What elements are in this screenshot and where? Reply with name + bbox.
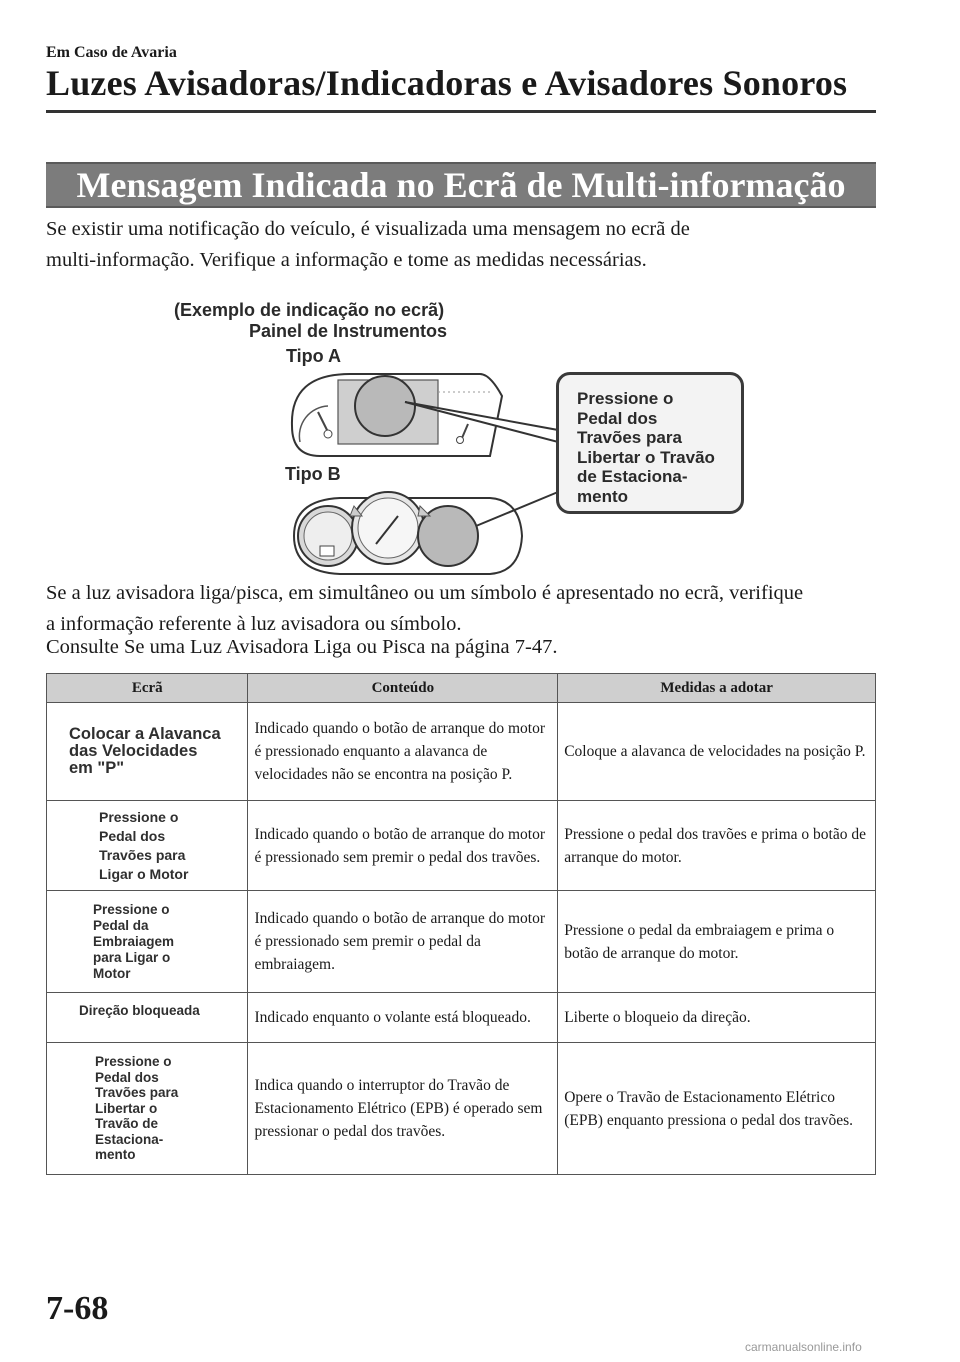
display-line: Travões para xyxy=(99,846,186,863)
display-cell xyxy=(47,1043,248,1175)
table-row xyxy=(47,1043,876,1175)
display-cell xyxy=(47,891,248,993)
display-line: mento xyxy=(95,1147,136,1163)
instrument-cluster-illustration xyxy=(280,366,560,576)
header-action: Medidas a adotar xyxy=(558,674,876,703)
display-line: em "P" xyxy=(69,759,125,777)
figure-caption-2: Painel de Instrumentos xyxy=(249,321,448,341)
display-line: Ligar o Motor xyxy=(99,865,189,882)
callout-line: Pressione o xyxy=(577,389,674,408)
chapter-rule xyxy=(46,110,876,113)
watermark: carmanualsonline.info xyxy=(745,1340,862,1354)
table-row xyxy=(47,891,876,993)
figure-caption-1: (Exemplo de indicação no ecrã) xyxy=(174,300,445,320)
content-cell: Indica quando o interruptor do Travão de Estacionamento Elétrico (EPB) é operado sem pressionar o pedal dos travões. xyxy=(248,1043,558,1175)
display-line: Colocar a Alavanca xyxy=(69,725,221,743)
cluster-type-b xyxy=(294,492,522,574)
chapter-title: Luzes Avisadoras/Indicadoras e Avisadores Sonoros xyxy=(46,63,848,103)
display-line: Motor xyxy=(93,965,131,981)
table-header-row xyxy=(47,674,876,703)
table-row xyxy=(47,703,876,801)
callout-line: Travões para xyxy=(577,428,682,447)
callout-line: de Estaciona- xyxy=(577,467,688,486)
intro-line-2: multi-informação. Verifique a informação e tome as medidas necessárias. xyxy=(46,249,647,271)
display-line: Travão de xyxy=(95,1116,159,1132)
display-cell xyxy=(47,993,248,1043)
action-cell: Coloque a alavanca de velocidades na posição P. xyxy=(558,703,876,801)
display-line: Pressione o xyxy=(95,1054,172,1070)
display-cell xyxy=(47,801,248,891)
display-line: Pressione o xyxy=(99,808,179,825)
display-line: Embraiagem xyxy=(93,933,175,949)
table-row xyxy=(47,993,876,1043)
display-line: Travões para xyxy=(95,1085,179,1101)
display-line: Pedal dos xyxy=(99,827,166,844)
action-cell: Liberte o bloqueio da direção. xyxy=(558,993,876,1043)
callout-message xyxy=(556,372,744,514)
section-kicker: Em Caso de Avaria xyxy=(46,44,177,61)
action-cell: Pressione o pedal dos travões e prima o botão de arranque do motor. xyxy=(558,801,876,891)
message-table xyxy=(46,673,876,1175)
content-cell: Indicado quando o botão de arranque do motor é pressionado sem premir o pedal da embraiagem. xyxy=(248,891,558,993)
callout-line: mento xyxy=(577,486,628,506)
action-cell: Opere o Travão de Estacionamento Elétrico (EPB) enquanto pressiona o pedal dos travões. xyxy=(558,1043,876,1175)
section-banner xyxy=(46,162,876,208)
header-display: Ecrã xyxy=(47,674,248,703)
display-line: Pedal dos xyxy=(95,1069,159,1085)
display-line: Estaciona- xyxy=(95,1131,164,1147)
body-line-3: Consulte Se uma Luz Avisadora Liga ou Pisca na página 7-47. xyxy=(46,636,558,658)
content-cell: Indicado enquanto o volante está bloqueado. xyxy=(248,993,558,1043)
body-line-1: Se a luz avisadora liga/pisca, em simultâneo ou um símbolo é apresentado no ecrã, verifique xyxy=(46,582,804,604)
content-cell: Indicado quando o botão de arranque do motor é pressionado enquanto a alavanca de velocidades não se encontra na posição P. xyxy=(248,703,558,801)
content-cell: Indicado quando o botão de arranque do motor é pressionado sem premir o pedal dos travões. xyxy=(248,801,558,891)
type-b-label: Tipo B xyxy=(285,464,341,484)
header-content: Conteúdo xyxy=(248,674,558,703)
type-a-label: Tipo A xyxy=(286,346,341,366)
section-title: Mensagem Indicada no Ecrã de Multi-informação xyxy=(76,165,846,205)
action-cell: Pressione o pedal da embraiagem e prima o botão de arranque do motor. xyxy=(558,891,876,993)
table-row xyxy=(47,801,876,891)
display-line: Pressione o xyxy=(93,901,170,917)
display-cell xyxy=(47,703,248,801)
callout-line: Pedal dos xyxy=(577,408,658,428)
intro-line-1: Se existir uma notificação do veículo, é visualizada uma mensagem no ecrã de xyxy=(46,218,690,240)
display-line: das Velocidades xyxy=(69,742,198,760)
display-line: Libertar o xyxy=(95,1100,158,1116)
display-line: para Ligar o xyxy=(93,949,171,965)
body-line-2: a informação referente à luz avisadora ou símbolo. xyxy=(46,613,462,635)
display-line: Pedal da xyxy=(93,917,149,933)
callout-line: Libertar o Travão xyxy=(577,447,715,467)
display-line: Direção bloqueada xyxy=(79,1003,200,1018)
page-number: 7-68 xyxy=(46,1290,109,1327)
